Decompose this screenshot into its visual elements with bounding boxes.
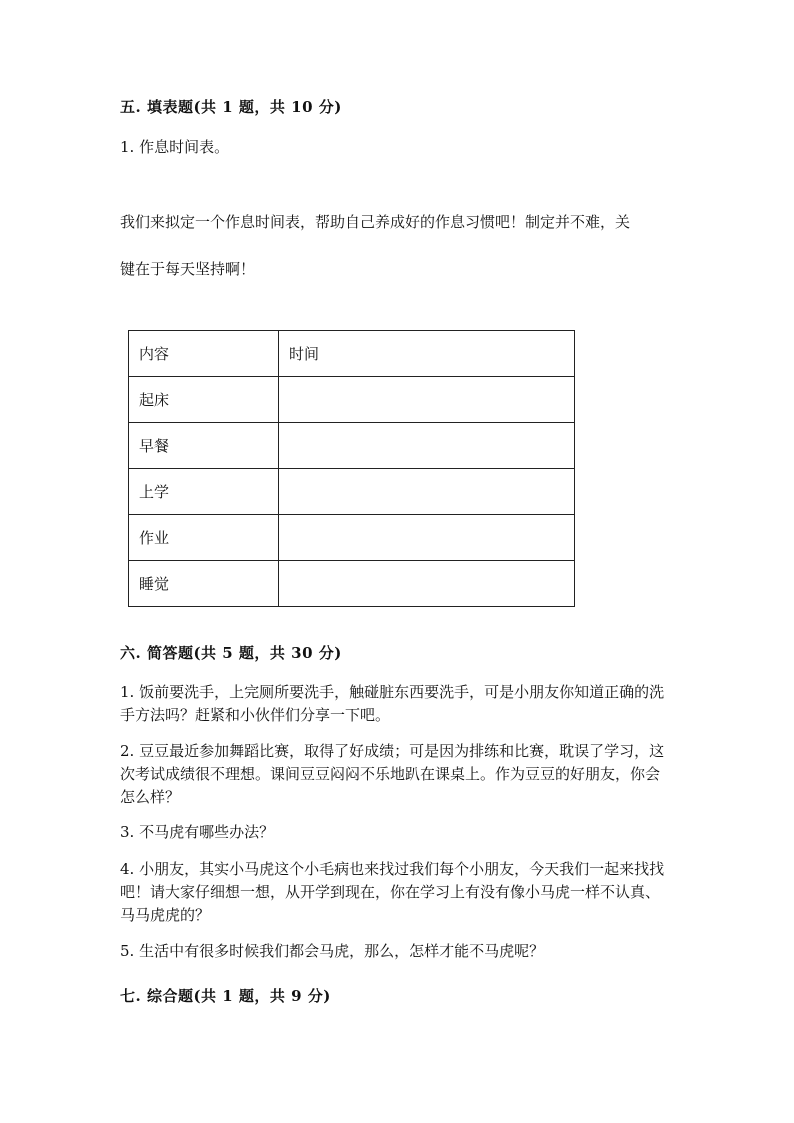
question-1-intro-line-2: 键在于每天坚持啊！ xyxy=(120,260,256,278)
row-content: 上学 xyxy=(129,469,279,515)
short-answer-question-1: 1. 饭前要洗手，上完厕所要洗手，触碰脏东西要洗手，可是小朋友你知道正确的洗手方法吗？赶紧和小伙伴们分享一下吧。 xyxy=(120,683,665,724)
table-row xyxy=(129,423,575,469)
table-row xyxy=(129,377,575,423)
short-answer-question-5: 5. 生活中有很多时候我们都会马虎，那么，怎样才能不马虎呢？ xyxy=(120,942,545,960)
header-time: 时间 xyxy=(279,331,575,377)
short-answer-question-3: 3. 不马虎有哪些办法？ xyxy=(120,823,275,841)
row-time-cell[interactable] xyxy=(279,377,575,423)
row-content: 起床 xyxy=(129,377,279,423)
short-answer-question-2: 2. 豆豆最近参加舞蹈比赛，取得了好成绩；可是因为排练和比赛，耽误了学习，这次考试成绩很不理想。课间豆豆闷闷不乐地趴在课桌上。作为豆豆的好朋友，你会怎么样？ xyxy=(120,742,665,806)
section-6-title: 六. 简答题(共 5 题，共 30 分) xyxy=(120,644,342,662)
row-time-cell[interactable] xyxy=(279,561,575,607)
table-row xyxy=(129,515,575,561)
section-5-title: 五. 填表题(共 1 题，共 10 分) xyxy=(120,98,342,116)
header-content: 内容 xyxy=(129,331,279,377)
table-row xyxy=(129,561,575,607)
table-row xyxy=(129,469,575,515)
row-content: 睡觉 xyxy=(129,561,279,607)
table-header-row xyxy=(129,331,575,377)
section-7-title: 七. 综合题(共 1 题，共 9 分) xyxy=(120,987,331,1005)
row-content: 早餐 xyxy=(129,423,279,469)
schedule-table xyxy=(128,330,575,607)
question-1-title: 1. 作息时间表。 xyxy=(120,138,230,156)
row-content: 作业 xyxy=(129,515,279,561)
row-time-cell[interactable] xyxy=(279,515,575,561)
row-time-cell[interactable] xyxy=(279,423,575,469)
short-answer-question-4: 4. 小朋友，其实小马虎这个小毛病也来找过我们每个小朋友，今天我们一起来找找吧！请大家仔细想一想，从开学到现在，你在学习上有没有像小马虎一样不认真、马马虎虎的？ xyxy=(120,860,665,924)
question-1-intro-line-1: 我们来拟定一个作息时间表，帮助自己养成好的作息习惯吧！制定并不难，关 xyxy=(120,213,631,231)
row-time-cell[interactable] xyxy=(279,469,575,515)
